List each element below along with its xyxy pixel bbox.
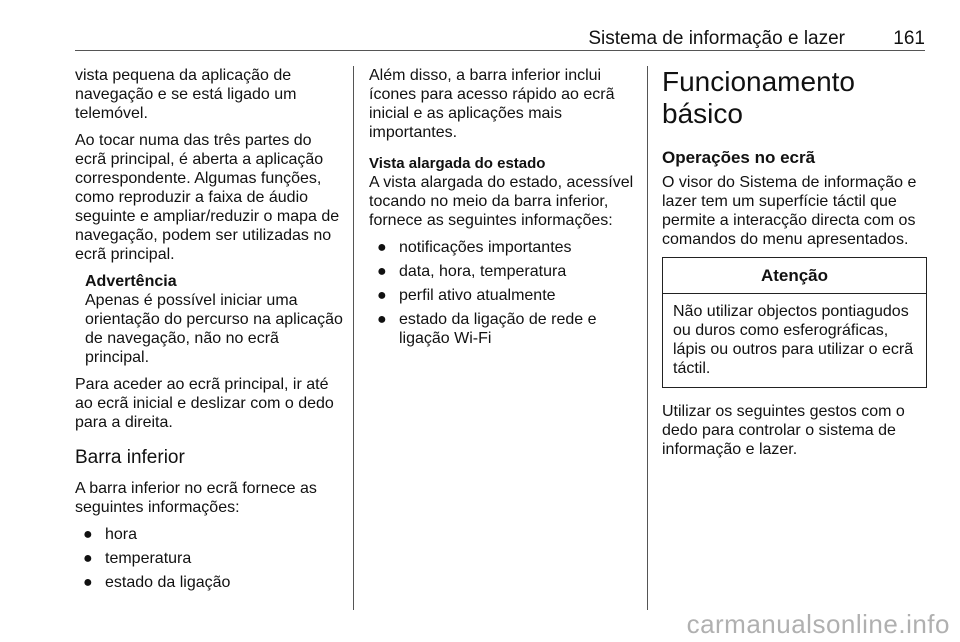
paragraph: A vista alargada do estado, acessível tocando no meio da barra inferior, fornece as seguintes informações: (369, 174, 634, 229)
subheading: Vista alargada do estado (369, 155, 546, 172)
bullet-icon: ● (377, 239, 387, 256)
bullet-icon: ● (83, 550, 93, 567)
column-divider-2 (647, 66, 648, 610)
list-item: ● temperatura (83, 550, 192, 567)
attention-box (662, 257, 927, 388)
header-title: Sistema de informação e lazer (588, 28, 845, 49)
bullet-icon: ● (377, 263, 387, 280)
list-item: ● hora (83, 526, 138, 543)
list-item: ● estado da ligação (83, 574, 231, 591)
warning-text: Apenas é possível iniciar uma orientação do percurso na aplicação de navegação, não no ecrã principal. (85, 292, 343, 366)
warning-note (85, 272, 345, 367)
paragraph: A barra inferior no ecrã fornece as seguintes informações: (75, 480, 317, 516)
bullet-list (369, 238, 639, 348)
list-item: ● notificações importantes (377, 239, 572, 256)
page-number: 161 (893, 28, 925, 49)
paragraph: Utilizar os seguintes gestos com o dedo para controlar o sistema de informação e lazer. (662, 403, 905, 458)
bullet-icon: ● (377, 287, 387, 304)
list-item: ● perfil ativo atualmente (377, 287, 556, 304)
paragraph: vista pequena da aplicação de navegação e se está ligado um telemóvel. (75, 67, 297, 122)
section-title: Funcionamento básico (662, 66, 856, 129)
column-1 (75, 66, 345, 600)
paragraph: O visor do Sistema de informação e lazer tem um superfície táctil que permite a interacção directa com os comandos do menu apresentados. (662, 174, 917, 248)
section-subtitle: Operações no ecrã (662, 148, 816, 167)
bullet-icon: ● (83, 526, 93, 543)
bullet-icon: ● (377, 311, 387, 328)
section-heading: Barra inferior (75, 447, 185, 468)
column-2 (369, 66, 639, 356)
bullet-icon: ● (83, 574, 93, 591)
attention-title: Atenção (663, 258, 926, 294)
list-item: ● estado da ligação de rede e ligação Wi-Fi (377, 311, 597, 347)
page-header (75, 28, 925, 51)
watermark: carmanualsonline.info (686, 609, 950, 639)
attention-text: Não utilizar objectos pontiagudos ou duros como esferográficas, lápis ou outros para utilizar o ecrã táctil. (673, 303, 914, 377)
paragraph: Ao tocar numa das três partes do ecrã principal, é aberta a aplicação correspondente. Algumas funções, como reproduzir a faixa de áudio seguinte e ampliar/reduzir o mapa de navegação, podem ser utilizadas no ecrã principal. (75, 132, 340, 263)
paragraph: Para aceder ao ecrã principal, ir até ao ecrã inicial e deslizar com o dedo para a direita. (75, 376, 334, 431)
warning-title: Advertência (85, 273, 177, 290)
list-item: ● data, hora, temperatura (377, 263, 567, 280)
bullet-list (75, 525, 345, 592)
column-divider-1 (353, 66, 354, 610)
column-3 (662, 66, 927, 467)
paragraph: Além disso, a barra inferior inclui ícones para acesso rápido ao ecrã inicial e as aplicações mais importantes. (369, 67, 615, 141)
